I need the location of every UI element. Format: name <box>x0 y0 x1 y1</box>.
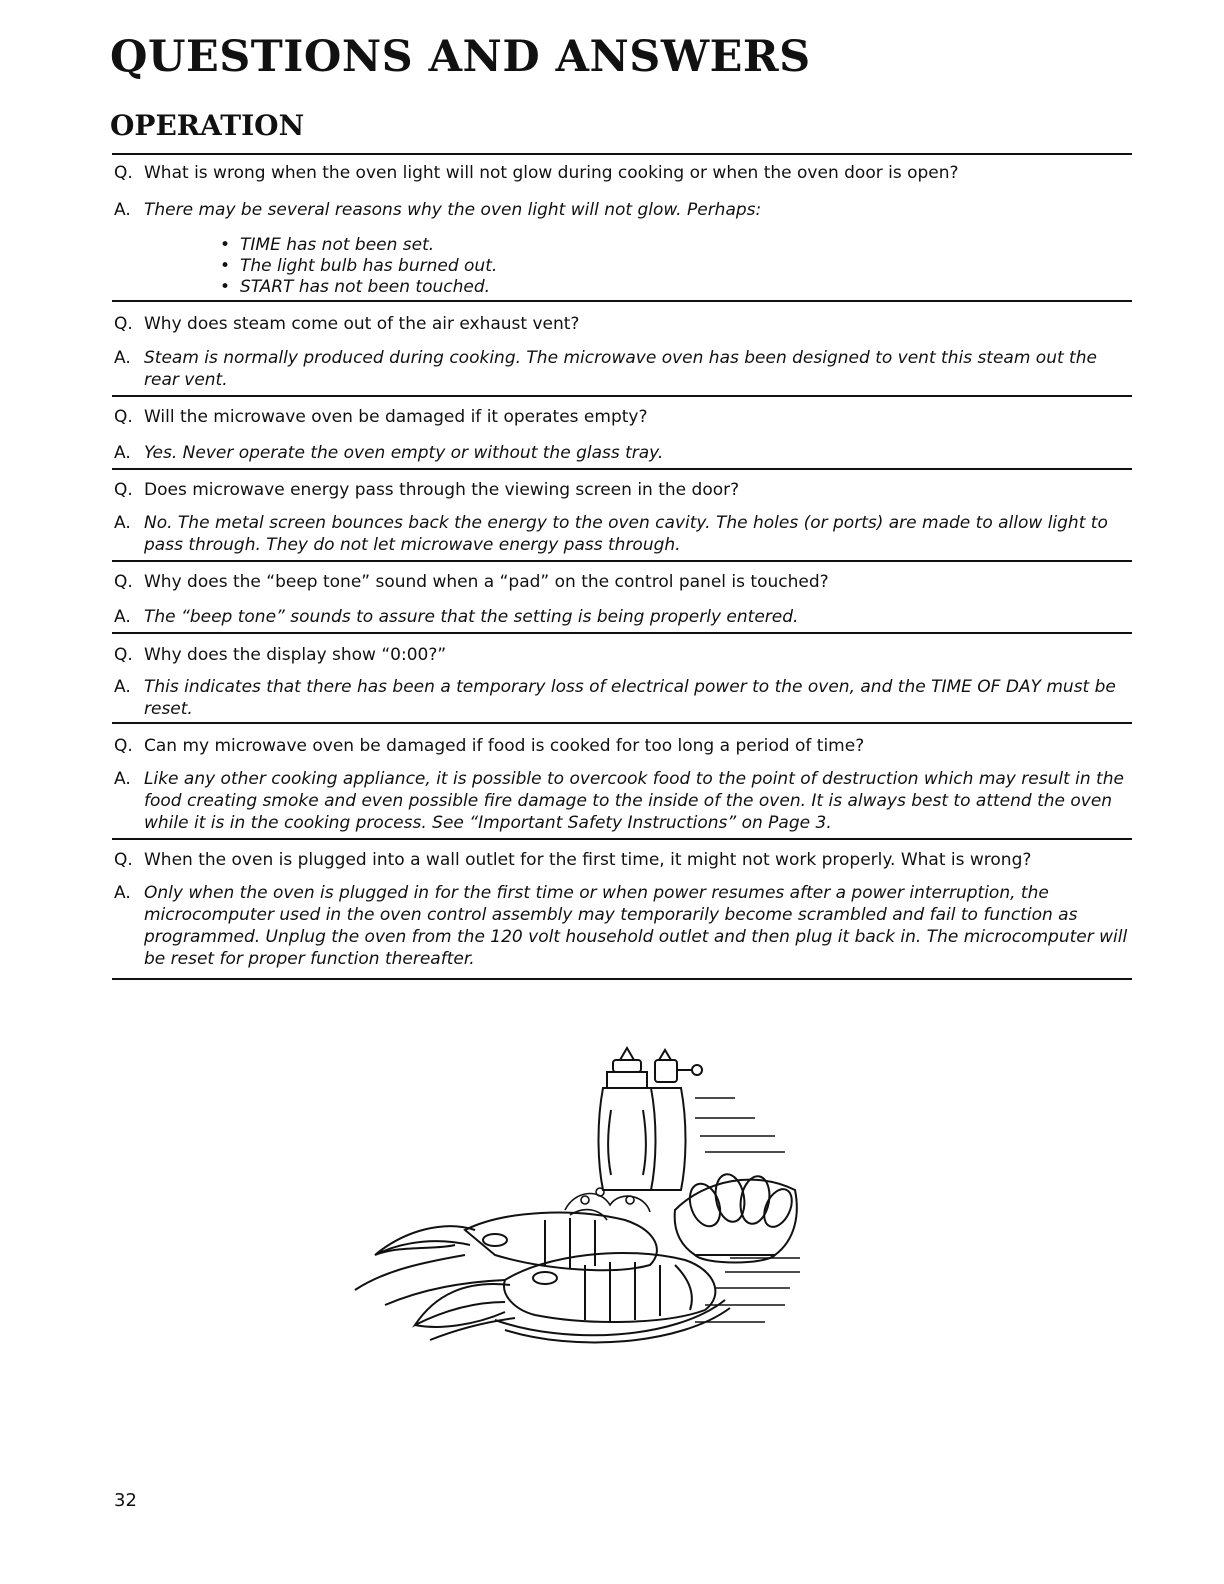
divider <box>112 560 1132 562</box>
answer <box>114 199 1134 221</box>
question-text: What is wrong when the oven light will not glow during cooking or when the oven door is open? <box>144 163 959 183</box>
divider <box>112 838 1132 840</box>
background-lines <box>695 1098 800 1322</box>
question <box>114 849 1134 871</box>
a-label: A. <box>114 607 131 627</box>
question <box>114 644 1134 666</box>
page-title: QUESTIONS AND ANSWERS <box>110 32 811 82</box>
divider <box>112 468 1132 470</box>
question <box>114 406 1134 428</box>
question-text: Can my microwave oven be damaged if food is cooked for too long a period of time? <box>144 736 865 756</box>
q-label: Q. <box>114 736 133 756</box>
seafood-illustration <box>345 1040 815 1370</box>
question-text: When the oven is plugged into a wall outlet for the first time, it might not work properly. What is wrong? <box>144 850 1032 870</box>
q-label: Q. <box>114 163 133 183</box>
answer <box>114 512 1134 556</box>
answer-text: Yes. Never operate the oven empty or without the glass tray. <box>144 443 664 463</box>
divider <box>112 153 1132 155</box>
answer <box>114 882 1134 970</box>
bullet-list <box>220 235 497 298</box>
divider <box>112 722 1132 724</box>
answer-text: Steam is normally produced during cooking. The microwave oven has been designed to vent this steam out the rear vent. <box>144 348 1097 390</box>
question-text: Does microwave energy pass through the viewing screen in the door? <box>144 480 740 500</box>
question-text: Why does the display show “0:00?” <box>144 645 447 665</box>
section-heading: OPERATION <box>110 109 305 142</box>
question-text: Why does steam come out of the air exhaust vent? <box>144 314 580 334</box>
answer-text: There may be several reasons why the oven light will not glow. Perhaps: <box>144 200 762 220</box>
answer-text: The “beep tone” sounds to assure that the setting is being properly entered. <box>144 607 799 627</box>
page-number: 32 <box>114 1490 137 1511</box>
q-label: Q. <box>114 645 133 665</box>
question <box>114 735 1134 757</box>
answer <box>114 676 1134 720</box>
question <box>114 313 1134 335</box>
answer-text: This indicates that there has been a temporary loss of electrical power to the oven, and the TIME OF DAY must be reset. <box>144 677 1116 719</box>
a-label: A. <box>114 769 131 789</box>
q-label: Q. <box>114 572 133 592</box>
q-label: Q. <box>114 480 133 500</box>
answer-text: No. The metal screen bounces back the energy to the oven cavity. The holes (or ports) are made to allow light to pass through. They do not let microwave energy pass through. <box>144 513 1108 555</box>
garnish <box>565 1188 650 1220</box>
question <box>114 571 1134 593</box>
a-label: A. <box>114 677 131 697</box>
question-text: Will the microwave oven be damaged if it operates empty? <box>144 407 648 427</box>
q-label: Q. <box>114 407 133 427</box>
pepper-mill <box>599 1048 656 1190</box>
answer <box>114 606 1134 628</box>
answer-text: Only when the oven is plugged in for the first time or when power resumes after a power interruption, the microcomputer used in the oven control assembly may temporarily become scrambled and fail to function as programmed. Unplug the oven from the 120 volt household outlet and then plug it back in. The microcomputer will be reset for proper function thereafter. <box>144 883 1128 969</box>
answer <box>114 442 1134 464</box>
bullet-item: • START has not been touched. <box>220 277 497 298</box>
bullet-item: • The light bulb has burned out. <box>220 256 497 277</box>
a-label: A. <box>114 883 131 903</box>
question <box>114 479 1134 501</box>
answer <box>114 768 1134 834</box>
divider <box>112 632 1132 634</box>
a-label: A. <box>114 348 131 368</box>
divider <box>112 978 1132 980</box>
question <box>114 162 1134 184</box>
a-label: A. <box>114 200 131 220</box>
question-text: Why does the “beep tone” sound when a “pad” on the control panel is touched? <box>144 572 829 592</box>
q-label: Q. <box>114 850 133 870</box>
bullet-item: • TIME has not been set. <box>220 235 497 256</box>
divider <box>112 395 1132 397</box>
answer-text: Like any other cooking appliance, it is possible to overcook food to the point of destruction which may result in the food creating smoke and even possible fire damage to the inside of the oven. It is always best to attend the oven while it is in the cooking process. See “Important Safety Instructions” on Page 3. <box>144 769 1124 833</box>
mussel-bowl <box>675 1172 798 1263</box>
divider <box>112 300 1132 302</box>
salt-shaker <box>651 1050 702 1190</box>
q-label: Q. <box>114 314 133 334</box>
a-label: A. <box>114 443 131 463</box>
answer <box>114 347 1134 391</box>
a-label: A. <box>114 513 131 533</box>
